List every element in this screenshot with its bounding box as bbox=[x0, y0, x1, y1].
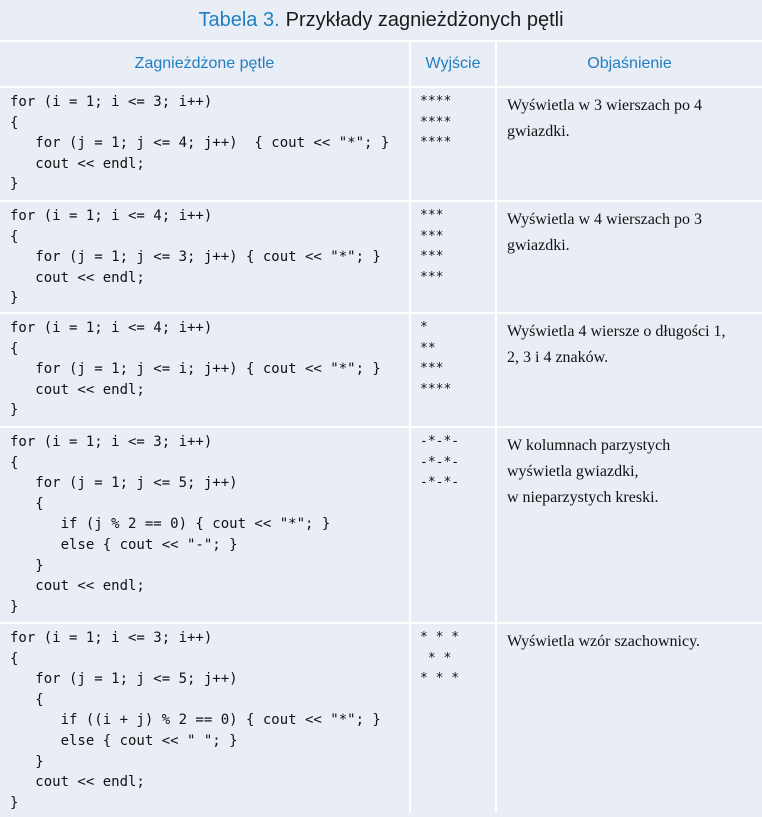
table-row bbox=[0, 623, 762, 813]
explanation-cell bbox=[496, 313, 762, 427]
output-cell bbox=[410, 87, 496, 201]
table-row bbox=[0, 313, 762, 427]
table-caption bbox=[0, 0, 762, 40]
explanation-cell bbox=[496, 623, 762, 813]
table-number: Tabela 3. bbox=[198, 8, 280, 31]
program-output: *** *** *** *** bbox=[420, 208, 444, 285]
output-cell bbox=[410, 201, 496, 313]
code-snippet: for (i = 1; i <= 3; i++) { for (j = 1; j <= 5; j++) { if ((i + j) % 2 == 0) { cout << "*"; } else { cout << " "; } } cout << endl; } bbox=[10, 630, 381, 811]
nested-loops-table bbox=[0, 40, 762, 813]
explanation-text: W kolumnach parzystych wyświetla gwiazdki, w nieparzystych kreski. bbox=[507, 437, 671, 506]
table-title: Przykłady zagnieżdżonych pętli bbox=[285, 8, 564, 31]
code-cell bbox=[0, 313, 410, 427]
table-row bbox=[0, 427, 762, 623]
explanation-cell bbox=[496, 427, 762, 623]
explanation-cell bbox=[496, 201, 762, 313]
explanation-cell bbox=[496, 87, 762, 201]
explanation-text: Wyświetla wzór szachownicy. bbox=[507, 633, 701, 650]
table-row bbox=[0, 87, 762, 201]
code-snippet: for (i = 1; i <= 4; i++) { for (j = 1; j <= 3; j++) { cout << "*"; } cout << endl; } bbox=[10, 208, 381, 307]
output-cell bbox=[410, 313, 496, 427]
code-cell bbox=[0, 201, 410, 313]
code-cell bbox=[0, 427, 410, 623]
program-output: -*-*- -*-*- -*-*- bbox=[420, 434, 460, 491]
output-cell bbox=[410, 427, 496, 623]
explanation-text: Wyświetla w 3 wierszach po 4 gwiazdki. bbox=[507, 97, 702, 140]
program-output: * ** *** **** bbox=[420, 320, 452, 397]
header-explanation: Objaśnienie bbox=[496, 41, 762, 87]
code-cell bbox=[0, 87, 410, 201]
code-snippet: for (i = 1; i <= 4; i++) { for (j = 1; j <= i; j++) { cout << "*"; } cout << endl; } bbox=[10, 320, 381, 419]
header-row bbox=[0, 41, 762, 87]
code-cell bbox=[0, 623, 410, 813]
header-loops: Zagnieżdżone pętle bbox=[0, 41, 410, 87]
header-output: Wyjście bbox=[410, 41, 496, 87]
program-output: **** **** **** bbox=[420, 94, 452, 151]
code-snippet: for (i = 1; i <= 3; i++) { for (j = 1; j <= 4; j++) { cout << "*"; } cout << endl; } bbox=[10, 94, 390, 193]
output-cell bbox=[410, 623, 496, 813]
code-snippet: for (i = 1; i <= 3; i++) { for (j = 1; j <= 5; j++) { if (j % 2 == 0) { cout << "*"; } else { cout << "-"; } } cout << endl; } bbox=[10, 434, 331, 615]
program-output: * * * * * * * * bbox=[420, 630, 460, 687]
explanation-text: Wyświetla w 4 wierszach po 3 gwiazdki. bbox=[507, 211, 702, 254]
table-row bbox=[0, 201, 762, 313]
explanation-text: Wyświetla 4 wiersze o długości 1, 2, 3 i 4 znaków. bbox=[507, 323, 726, 366]
